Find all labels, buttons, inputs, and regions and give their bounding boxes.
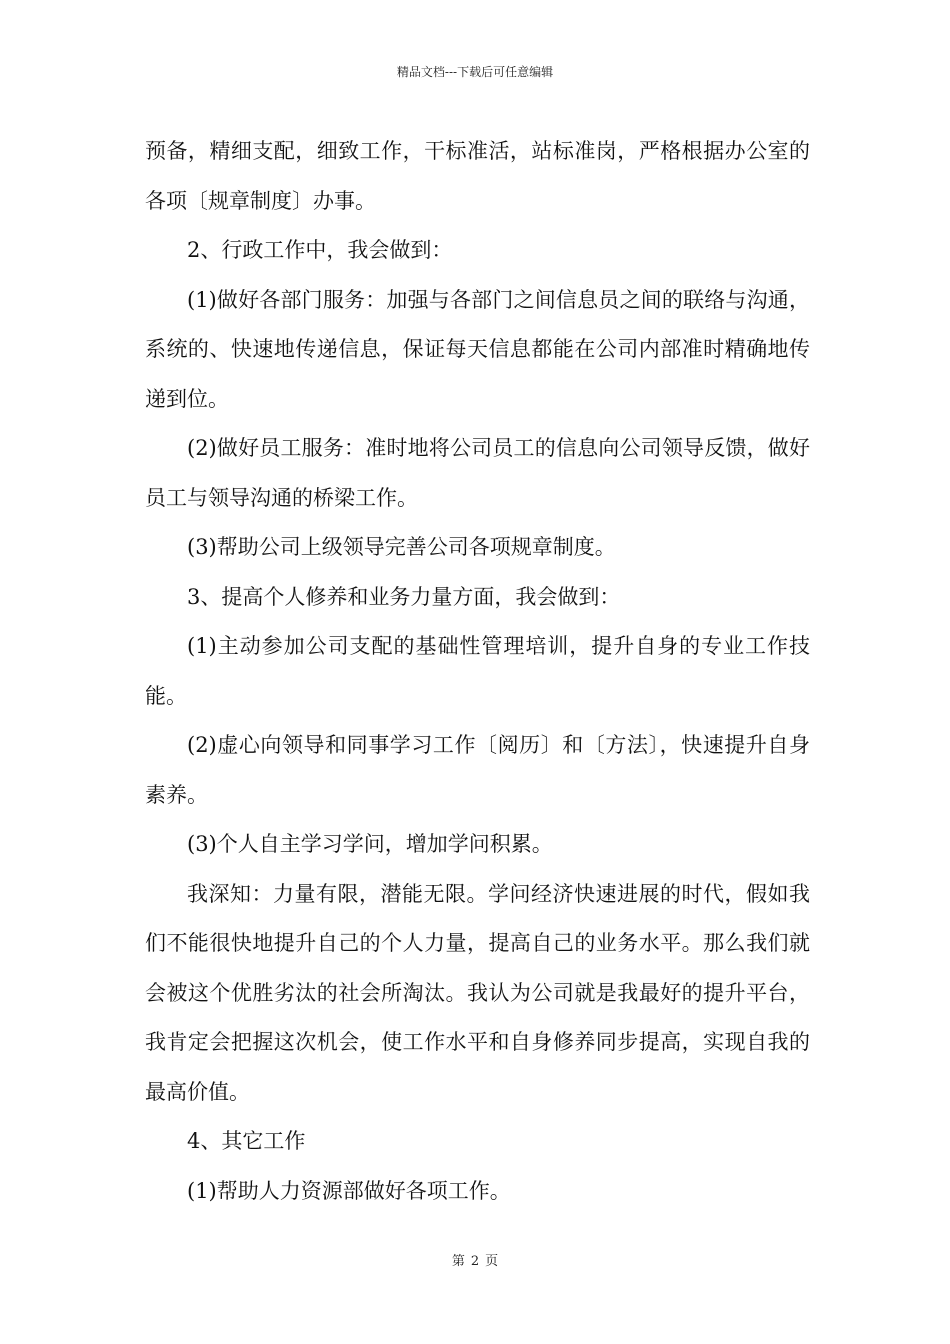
page-number: 2 xyxy=(470,1254,480,1269)
paragraph: (3)帮助公司上级领导完善公司各项规章制度。 xyxy=(187,535,616,559)
paragraph: (2)虚心向领导和同事学习工作〔阅历〕和〔方法〕，快速提升自身素养。 xyxy=(145,733,810,807)
footer-suffix: 页 xyxy=(485,1254,499,1269)
paragraph: (2)做好员工服务：准时地将公司员工的信息向公司领导反馈，做好员工与领导沟通的桥梁工作。 xyxy=(145,436,810,510)
document-body xyxy=(145,127,810,1216)
paragraph: (1)主动参加公司支配的基础性管理培训，提升自身的专业工作技能。 xyxy=(145,634,810,708)
page-header: 精品文档---下载后可任意编辑 xyxy=(396,65,554,79)
paragraph: (3)个人自主学习学问，增加学问积累。 xyxy=(187,832,553,856)
paragraph: (1)做好各部门服务：加强与各部门之间信息员之间的联络与沟通，系统的、快速地传递信息，保证每天信息都能在公司内部准时精确地传递到位。 xyxy=(145,287,810,411)
page-footer xyxy=(0,1253,950,1271)
paragraph: 4、其它工作 xyxy=(187,1129,306,1153)
paragraph: 预备，精细支配，细致工作，干标准活，站标准岗，严格根据办公室的各项〔规章制度〕办事。 xyxy=(145,139,810,213)
paragraph: 2、行政工作中，我会做到： xyxy=(187,238,453,262)
footer-prefix: 第 xyxy=(451,1254,465,1269)
paragraph: 3、提高个人修养和业务力量方面，我会做到： xyxy=(187,584,621,609)
paragraph: 我深知：力量有限，潜能无限。学问经济快速进展的时代，假如我们不能很快地提升自己的个人力量，提高自己的业务水平。那么我们就会被这个优胜劣汰的社会所淘汰。我认为公司就是我最好的提升平台，我肯定会把握这次机会，使工作水平和自身修养同步提高，实现自我的最高价值。 xyxy=(145,881,810,1104)
paragraph: (1)帮助人力资源部做好各项工作。 xyxy=(187,1178,511,1203)
